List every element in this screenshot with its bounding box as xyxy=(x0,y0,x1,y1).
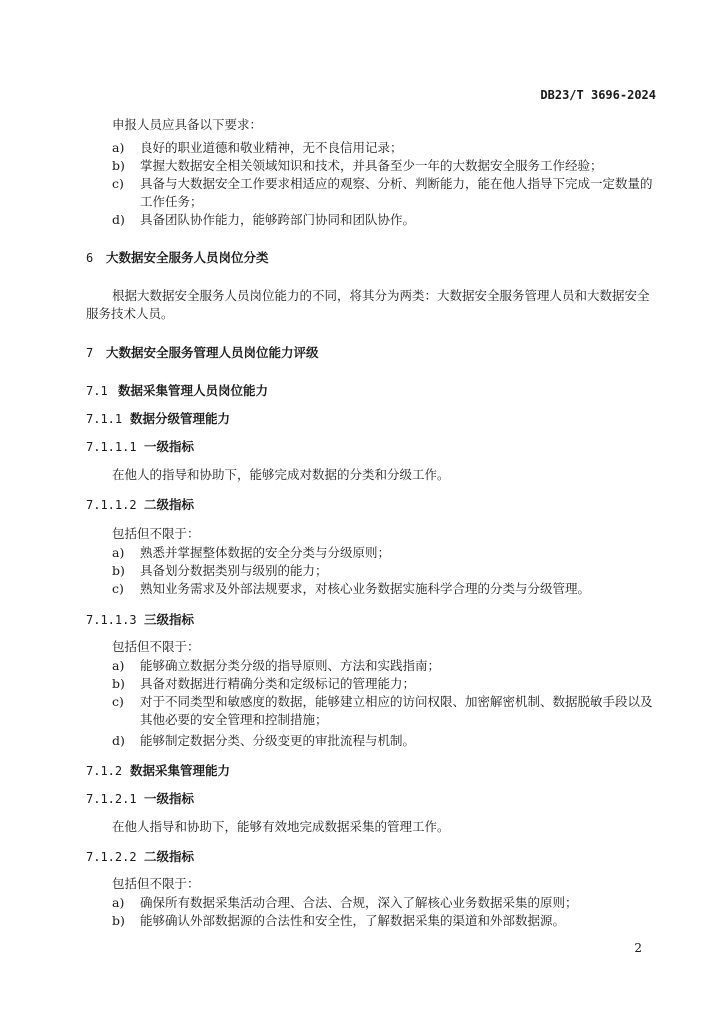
list-item: c) 对于不同类型和敏感度的数据，能够建立相应的访问权限、加密解密机制、数据脱敏手段以及 其他必要的安全管理和控制措施； xyxy=(112,694,653,727)
list-lead: 包括但不限于： xyxy=(112,639,200,654)
page-number: 2 xyxy=(634,941,642,955)
list-item: c) 具备与大数据安全工作要求相适应的观察、分析、判断能力，能在他人指导下完成一定数量的 工作任务； xyxy=(112,176,653,209)
list-item: b) 具备划分数据类别与级别的能力； xyxy=(112,563,328,578)
list-item: b) 能够确认外部数据源的合法性和安全性，了解数据采集的渠道和外部数据源。 xyxy=(112,913,566,928)
list-item: a) 能够确立数据分类分级的指导原则、方法和实践指南； xyxy=(112,658,441,673)
list-item: b) 掌握大数据安全相关领域知识和技术，并具备至少一年的大数据安全服务工作经验； xyxy=(112,158,603,173)
list-item: d) 具备团队协作能力，能够跨部门协同和团队协作。 xyxy=(112,212,416,227)
subsection-heading: 7.1.2 数据采集管理能力 xyxy=(86,763,231,778)
subsection-heading: 7.1.2.2 二级指标 xyxy=(86,849,195,864)
subsection-heading: 7.1.1 数据分级管理能力 xyxy=(86,411,231,426)
subsection-heading: 7.1.1.1 一级指标 xyxy=(86,439,195,454)
intro-lead: 申报人员应具备以下要求： xyxy=(112,117,263,132)
section-heading: 7 大数据安全服务管理人员岗位能力评级 xyxy=(86,345,319,360)
paragraph: 在他人指导和协助下，能够有效地完成数据采集的管理工作。 xyxy=(112,819,450,834)
list-item: c) 熟知业务需求及外部法规要求，对核心业务数据实施科学合理的分类与分级管理。 xyxy=(112,581,591,596)
list-item: a) 确保所有数据采集活动合理、合法、合规，深入了解核心业务数据采集的原则； xyxy=(112,895,578,910)
paragraph: 根据大数据安全服务人员岗位能力的不同，将其分为两类：大数据安全服务管理人员和大数据安全 xyxy=(112,288,650,303)
subsection-heading: 7.1.1.2 二级指标 xyxy=(86,497,195,512)
subsection-heading: 7.1.1.3 三级指标 xyxy=(86,612,195,627)
subsection-heading: 7.1.2.1 一级指标 xyxy=(86,791,195,806)
list-item: d) 能够制定数据分类、分级变更的审批流程与机制。 xyxy=(112,733,416,748)
list-lead: 包括但不限于： xyxy=(112,526,200,541)
list-item: a) 良好的职业道德和敬业精神，无不良信用记录； xyxy=(112,140,403,155)
paragraph-continuation: 服务技术人员。 xyxy=(86,306,174,321)
list-item: b) 具备对数据进行精确分类和定级标记的管理能力； xyxy=(112,676,416,691)
subsection-heading: 7.1 数据采集管理人员岗位能力 xyxy=(86,383,269,398)
section-heading: 6 大数据安全服务人员岗位分类 xyxy=(86,250,269,265)
paragraph: 在他人的指导和协助下，能够完成对数据的分类和分级工作。 xyxy=(112,467,450,482)
list-item: a) 熟悉并掌握整体数据的安全分类与分级原则； xyxy=(112,545,391,560)
list-lead: 包括但不限于： xyxy=(112,876,200,891)
document-code: DB23/T 3696-2024 xyxy=(540,88,656,102)
